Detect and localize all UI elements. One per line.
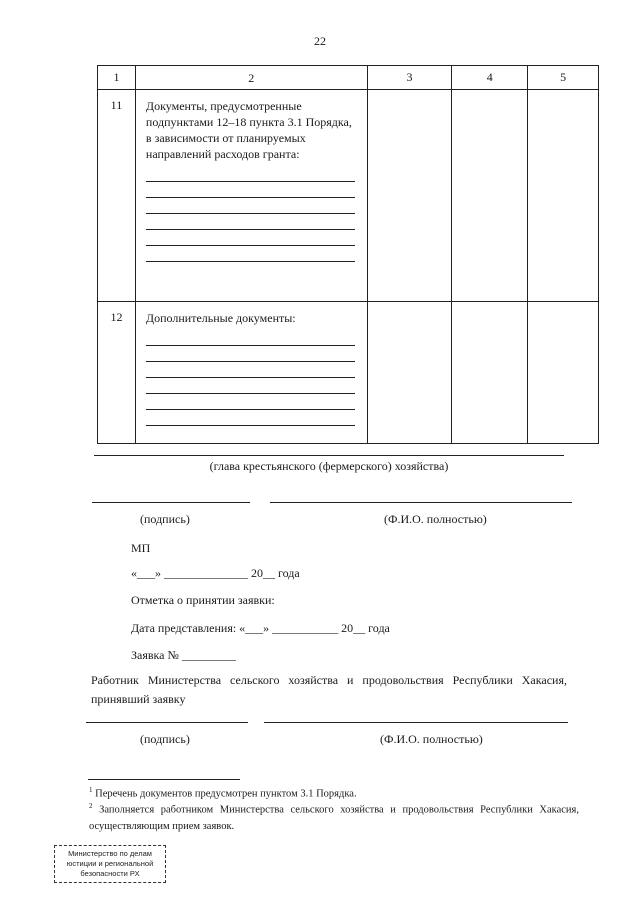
fill-in-line: [146, 362, 355, 378]
submission-date-line: Дата представления: «___» ___________ 20__ года: [131, 621, 390, 635]
header-cell-2: 2: [135, 66, 367, 90]
footnote-text: Заполняется работником Министерства сельского хозяйства и продовольствия Республики Хакасия, осуществляющим прием заявок.: [89, 804, 580, 832]
acceptance-mark-label: Отметка о принятии заявки:: [131, 593, 275, 607]
table-header-row: [98, 66, 599, 90]
footnote-2: [89, 798, 579, 835]
head-signature-line: [94, 455, 564, 456]
fill-in-line: [146, 246, 355, 262]
application-number-line: Заявка № _________: [131, 648, 236, 662]
name-line: [270, 502, 572, 503]
header-cell-4: 4: [452, 66, 528, 90]
footnote-mark: 1: [89, 786, 93, 794]
header-cell-1: 1: [98, 66, 136, 90]
fill-in-line: [146, 166, 355, 182]
fill-in-line: [146, 330, 355, 346]
row-cell-3: [367, 302, 452, 444]
row-number: 12: [98, 302, 136, 444]
table-row: [98, 90, 599, 302]
employee-signature-label: (подпись): [140, 732, 190, 746]
fill-in-line: [146, 394, 355, 410]
row-number: 11: [98, 90, 136, 302]
stamp-line: безопасности РХ: [80, 869, 140, 878]
row-cell-4: [452, 90, 528, 302]
name-label: (Ф.И.О. полностью): [384, 512, 487, 526]
employee-name-label: (Ф.И.О. полностью): [380, 732, 483, 746]
registration-stamp: [54, 845, 166, 883]
header-cell-3: 3: [367, 66, 452, 90]
documents-table: [97, 65, 599, 444]
stamp-line: юстиции и региональной: [66, 859, 154, 868]
footnote-mark: 2: [89, 802, 93, 810]
row-cell-5: [528, 90, 599, 302]
row-cell-4: [452, 302, 528, 444]
fill-in-line: [146, 214, 355, 230]
row-description: [135, 90, 367, 302]
stamp-place-label: МП: [131, 541, 151, 555]
stamp-line: Министерство по делам: [68, 849, 152, 858]
employee-name-line: [264, 722, 568, 723]
employee-text: Работник Министерства сельского хозяйства и продовольствия Республики Хакасия, принявший заявку: [91, 673, 567, 706]
signature-line: [92, 502, 250, 503]
table-row: [98, 302, 599, 444]
row-description-text: Документы, предусмотренные подпунктами 12–18 пункта 3.1 Порядка, в зависимости от планируемых направлений расходов гранта:: [145, 99, 352, 161]
header-cell-5: 5: [528, 66, 599, 90]
row-cell-3: [367, 90, 452, 302]
fill-in-line: [146, 346, 355, 362]
row-description-text: Дополнительные документы:: [145, 311, 296, 325]
row-description: [135, 302, 367, 444]
fill-in-line: [146, 198, 355, 214]
date-line: «___» ______________ 20__ года: [131, 566, 300, 580]
head-label: (глава крестьянского (фермерского) хозяйства): [209, 459, 449, 473]
fill-in-line: [146, 230, 355, 246]
footnote-separator: [88, 779, 240, 780]
employee-signature-line: [86, 722, 248, 723]
fill-in-line: [146, 182, 355, 198]
signature-label: (подпись): [140, 512, 190, 526]
row-cell-5: [528, 302, 599, 444]
footnote-text: Перечень документов предусмотрен пунктом 3.1 Порядка.: [95, 788, 357, 800]
fill-in-line: [146, 410, 355, 426]
fill-in-line: [146, 378, 355, 394]
page-number: 22: [314, 34, 326, 48]
